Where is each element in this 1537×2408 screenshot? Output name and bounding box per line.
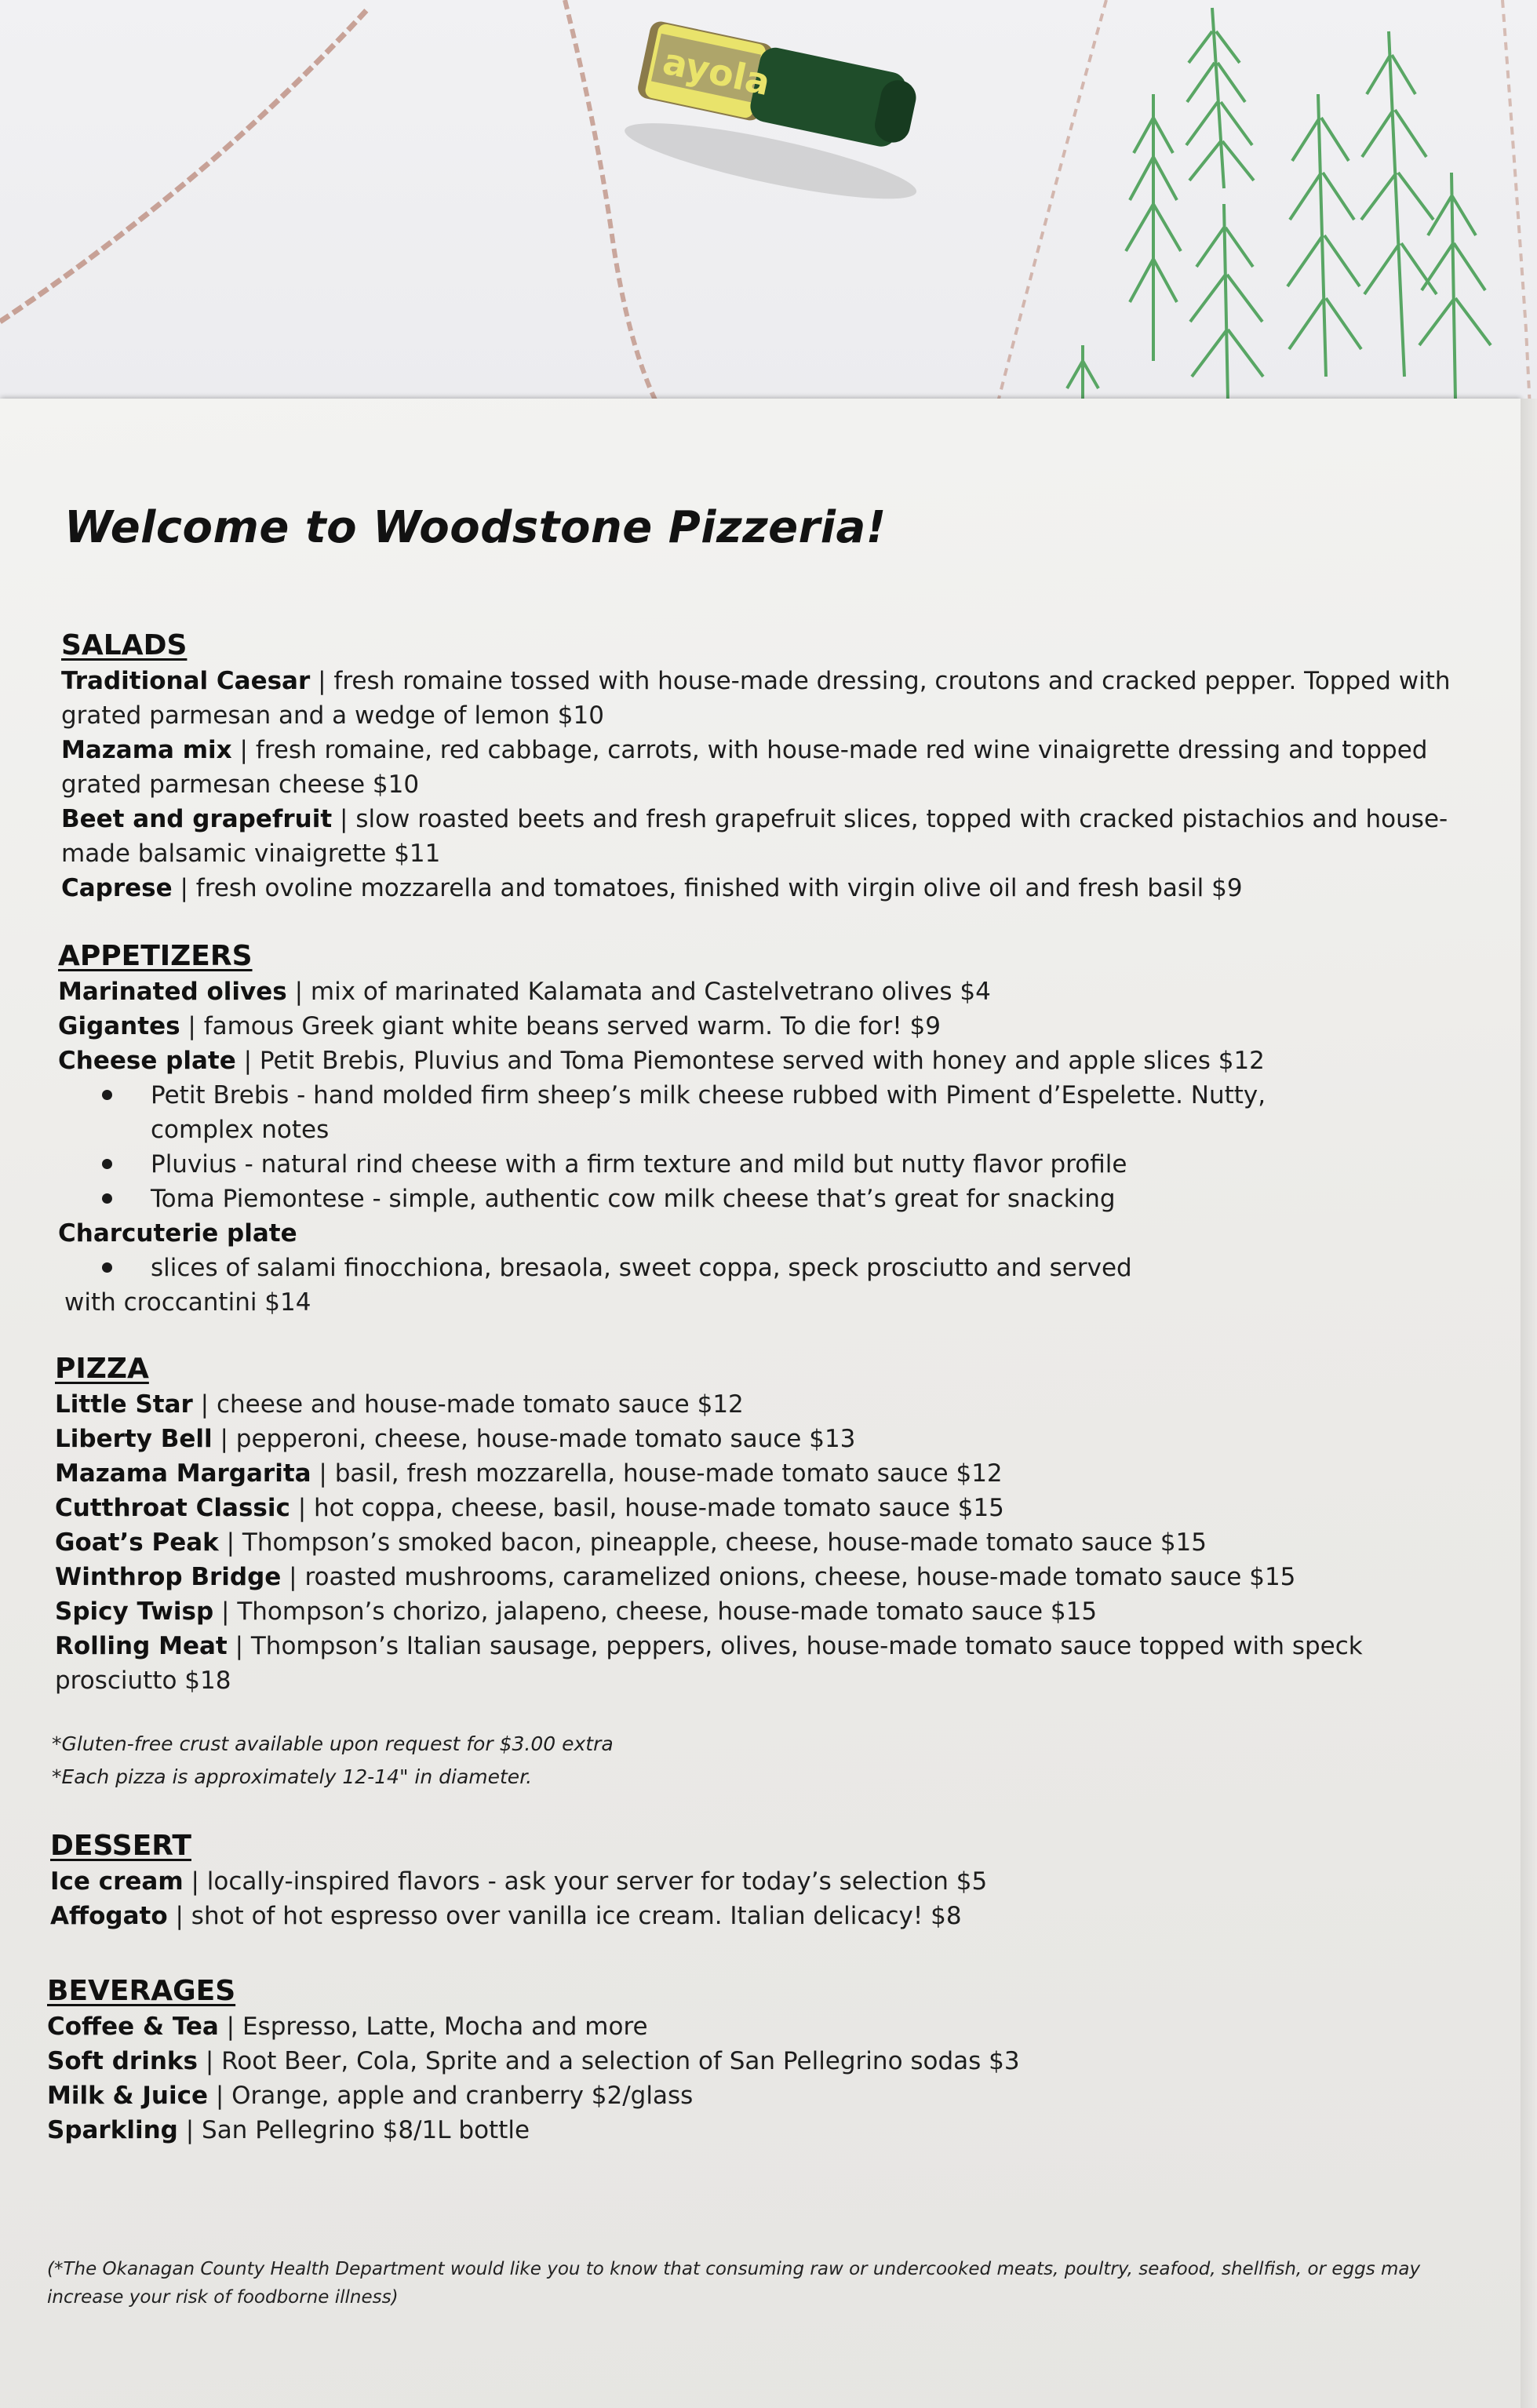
item-desc: | slow roasted beets and fresh grapefruit slices, topped with cracked pistachios and house-made balsamic vinaigrette $11 bbox=[61, 805, 1448, 868]
bullet-text: Toma Piemontese - simple, authentic cow milk cheese that’s great for snacking bbox=[151, 1185, 1116, 1213]
crayon-label: ayola bbox=[659, 39, 774, 104]
list-item bbox=[58, 1078, 1360, 1147]
item-name: Rolling Meat bbox=[55, 1632, 228, 1660]
item-name: Soft drinks bbox=[47, 2047, 198, 2075]
item-name: Traditional Caesar bbox=[61, 667, 311, 695]
item-desc: | fresh romaine, red cabbage, carrots, with house-made red wine vinaigrette dressing and topped grated parmesan cheese $10 bbox=[61, 736, 1428, 799]
menu-item bbox=[55, 1456, 1491, 1491]
sheet-edge bbox=[1521, 399, 1537, 2408]
item-name: Cutthroat Classic bbox=[55, 1494, 290, 1522]
item-name: Mazama Margarita bbox=[55, 1459, 311, 1488]
menu-item bbox=[55, 1594, 1491, 1629]
menu-item bbox=[47, 2113, 1483, 2148]
item-name: Ice cream bbox=[50, 1867, 184, 1896]
item-desc: | Thompson’s Italian sausage, peppers, olives, house-made tomato sauce topped with speck prosciutto $18 bbox=[55, 1632, 1363, 1695]
item-desc: | shot of hot espresso over vanilla ice cream. Italian delicacy! $8 bbox=[167, 1902, 962, 1930]
tree-drawing-icon bbox=[1067, 8, 1491, 408]
item-name: Spicy Twisp bbox=[55, 1597, 214, 1626]
item-name: Marinated olives bbox=[58, 978, 287, 1006]
crayon-drawing bbox=[0, 0, 1537, 408]
bullet-text: Petit Brebis - hand molded firm sheep’s milk cheese rubbed with Piment d’Espelette. Nutty, complex notes bbox=[151, 1081, 1266, 1144]
menu-item bbox=[47, 2044, 1483, 2078]
salads-section bbox=[61, 628, 1497, 905]
charcuterie-list bbox=[58, 1251, 1494, 1285]
item-desc: | San Pellegrino $8/1L bottle bbox=[177, 2116, 530, 2144]
section-heading-salads: SALADS bbox=[61, 629, 188, 661]
bullet-text: Pluvius - natural rind cheese with a firm texture and mild but nutty flavor profile bbox=[151, 1150, 1127, 1178]
item-name: Sparkling bbox=[47, 2116, 178, 2144]
item-desc: | famous Greek giant white beans served warm. To die for! $9 bbox=[180, 1012, 941, 1040]
menu-item bbox=[55, 1422, 1491, 1456]
item-name: Little Star bbox=[55, 1390, 193, 1419]
item-name: Gigantes bbox=[58, 1012, 180, 1040]
bullet-icon bbox=[102, 1193, 112, 1204]
item-desc: | Thompson’s smoked bacon, pineapple, cheese, house-made tomato sauce $15 bbox=[218, 1528, 1207, 1557]
bullet-text: slices of salami finocchiona, bresaola, sweet coppa, speck prosciutto and served bbox=[151, 1254, 1132, 1282]
item-name: Winthrop Bridge bbox=[55, 1563, 282, 1591]
crayon-icon bbox=[620, 19, 940, 213]
menu-item bbox=[50, 1899, 1486, 1933]
item-desc: | hot coppa, cheese, basil, house-made tomato sauce $15 bbox=[290, 1494, 1004, 1522]
item-desc: | cheese and house-made tomato sauce $12 bbox=[192, 1390, 744, 1419]
section-heading-dessert: DESSERT bbox=[50, 1830, 191, 1862]
item-name: Charcuterie plate bbox=[58, 1219, 297, 1248]
cheese-list bbox=[58, 1078, 1360, 1216]
item-desc: | Root Beer, Cola, Sprite and a selection of San Pellegrino sodas $3 bbox=[197, 2047, 1020, 2075]
list-item bbox=[58, 1182, 1360, 1216]
page-title: Welcome to Woodstone Pizzeria! bbox=[64, 502, 887, 553]
item-name: Beet and grapefruit bbox=[61, 805, 333, 833]
menu-item bbox=[61, 733, 1497, 802]
beverages-section bbox=[47, 1973, 1483, 2148]
charcuterie-tail: with croccantini $14 bbox=[64, 1288, 311, 1317]
item-name: Coffee & Tea bbox=[47, 2013, 219, 2041]
menu-item bbox=[58, 1009, 1494, 1044]
menu-item bbox=[55, 1560, 1491, 1594]
list-item bbox=[58, 1251, 1494, 1285]
item-name: Liberty Bell bbox=[55, 1425, 213, 1453]
item-desc: | locally-inspired flavors - ask your server for today’s selection $5 bbox=[183, 1867, 988, 1896]
item-desc: | basil, fresh mozzarella, house-made tomato sauce $12 bbox=[311, 1459, 1003, 1488]
pencil-line-right bbox=[996, 0, 1106, 408]
menu-item bbox=[58, 1216, 1494, 1251]
menu-item bbox=[47, 2078, 1483, 2113]
section-heading-pizza: PIZZA bbox=[55, 1353, 149, 1385]
dessert-section bbox=[50, 1828, 1486, 1933]
item-desc: | pepperoni, cheese, house-made tomato sauce $13 bbox=[212, 1425, 856, 1453]
note-pizza-size: *Each pizza is approximately 12-14" in diameter. bbox=[52, 1765, 533, 1788]
item-name: Goat’s Peak bbox=[55, 1528, 219, 1557]
bullet-icon bbox=[102, 1262, 112, 1273]
item-name: Caprese bbox=[61, 874, 173, 902]
drawing-paper bbox=[0, 0, 1537, 408]
item-desc: | Petit Brebis, Pluvius and Toma Piemontese served with honey and apple slices $12 bbox=[235, 1047, 1265, 1075]
menu-item bbox=[61, 802, 1497, 871]
item-desc: | mix of marinated Kalamata and Castelvetrano olives $4 bbox=[286, 978, 991, 1006]
menu-item bbox=[50, 1864, 1486, 1899]
item-desc: | fresh ovoline mozzarella and tomatoes, finished with virgin olive oil and fresh basil $9 bbox=[172, 874, 1243, 902]
menu-item bbox=[55, 1491, 1491, 1525]
item-desc: | Thompson’s chorizo, jalapeno, cheese, house-made tomato sauce $15 bbox=[213, 1597, 1098, 1626]
list-item bbox=[58, 1147, 1360, 1182]
menu-item bbox=[61, 664, 1497, 733]
menu-item bbox=[58, 1044, 1494, 1078]
bullet-icon bbox=[102, 1090, 112, 1100]
menu-item bbox=[47, 2009, 1483, 2044]
note-gluten-free: *Gluten-free crust available upon request for $3.00 extra bbox=[52, 1732, 614, 1755]
item-desc: | Orange, apple and cranberry $2/glass bbox=[207, 2082, 694, 2110]
menu-item bbox=[58, 974, 1494, 1009]
bullet-icon bbox=[102, 1159, 112, 1169]
item-name: Mazama mix bbox=[61, 736, 232, 764]
pencil-line-edge bbox=[1502, 0, 1530, 408]
item-name: Milk & Juice bbox=[47, 2082, 208, 2110]
appetizers-section bbox=[58, 938, 1494, 1320]
menu-item bbox=[55, 1629, 1491, 1698]
item-desc: | roasted mushrooms, caramelized onions, cheese, house-made tomato sauce $15 bbox=[281, 1563, 1296, 1591]
pencil-line-left bbox=[0, 8, 369, 322]
pizza-section bbox=[55, 1351, 1491, 1698]
menu-item bbox=[55, 1387, 1491, 1422]
item-desc: | fresh romaine tossed with house-made dressing, croutons and cracked pepper. Topped with grated parmesan and a wedge of lemon $10 bbox=[61, 667, 1451, 730]
section-heading-appetizers: APPETIZERS bbox=[58, 940, 253, 972]
section-heading-beverages: BEVERAGES bbox=[47, 1975, 236, 2007]
health-footnote: (*The Okanagan County Health Department would like you to know that consuming raw or undercooked meats, poultry, seafood, shellfish, or eggs may increase your risk of foodborne illness) bbox=[47, 2259, 1421, 2308]
item-desc: | Espresso, Latte, Mocha and more bbox=[218, 2013, 648, 2041]
menu-item bbox=[61, 871, 1497, 905]
menu-item bbox=[55, 1525, 1491, 1560]
item-name: Cheese plate bbox=[58, 1047, 236, 1075]
item-name: Affogato bbox=[50, 1902, 168, 1930]
pizza-notes bbox=[52, 1728, 1488, 1794]
